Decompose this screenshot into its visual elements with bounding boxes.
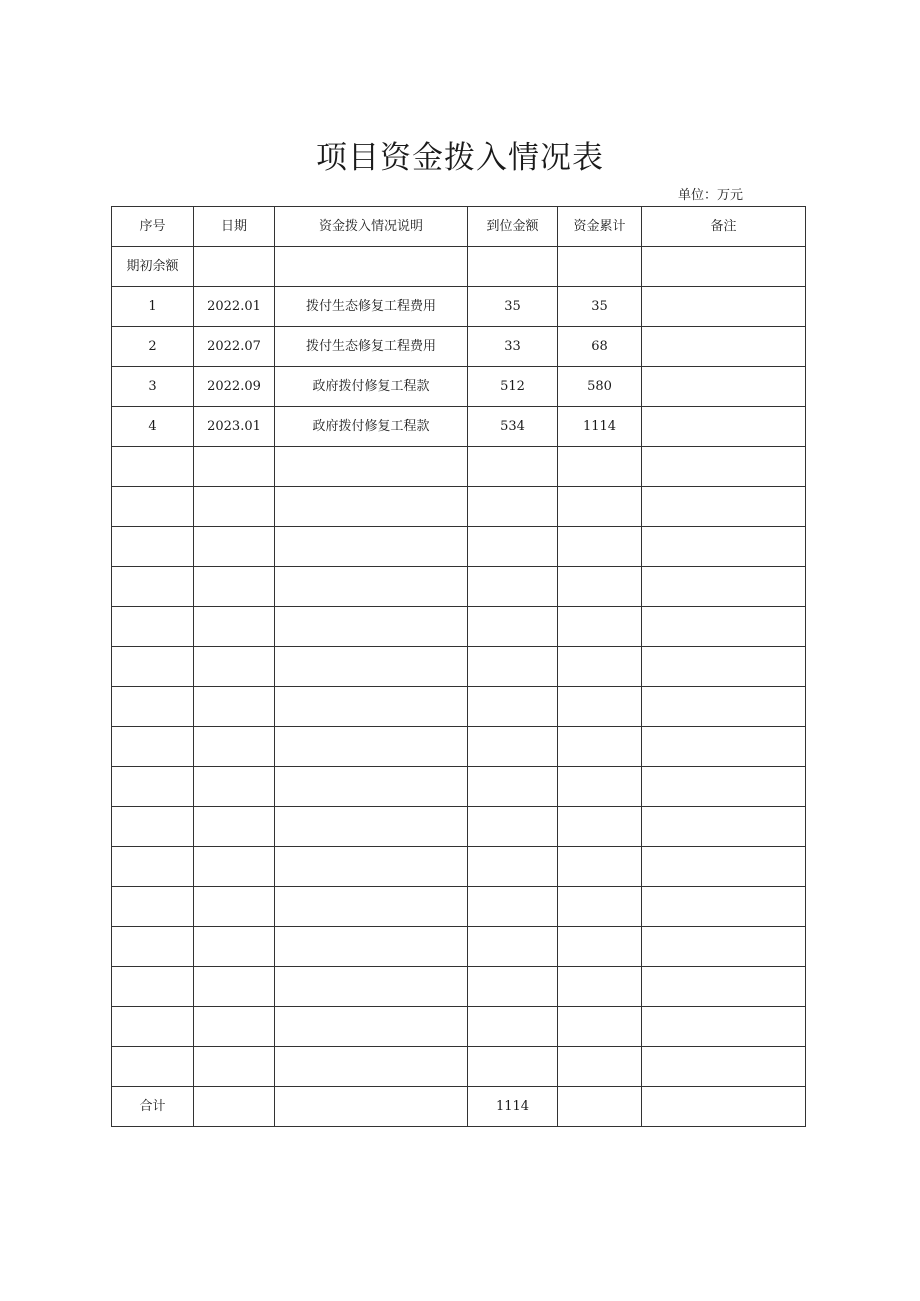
amount-cell — [468, 1047, 558, 1087]
description-cell — [275, 527, 468, 567]
cumulative-cell: 580 — [558, 367, 642, 407]
table-row — [112, 1047, 806, 1087]
date-cell — [194, 727, 275, 767]
remark-cell — [642, 1087, 806, 1127]
amount-cell: 35 — [468, 287, 558, 327]
date-cell — [194, 927, 275, 967]
remark-cell — [642, 847, 806, 887]
amount-cell — [468, 887, 558, 927]
cumulative-cell — [558, 847, 642, 887]
cumulative-cell — [558, 247, 642, 287]
index-cell — [112, 887, 194, 927]
remark-cell — [642, 367, 806, 407]
date-cell — [194, 447, 275, 487]
remark-cell — [642, 767, 806, 807]
index-cell: 期初余额 — [112, 247, 194, 287]
date-cell — [194, 687, 275, 727]
remark-cell — [642, 1047, 806, 1087]
date-cell — [194, 647, 275, 687]
amount-cell — [468, 487, 558, 527]
amount-cell — [468, 967, 558, 1007]
description-cell — [275, 807, 468, 847]
cumulative-cell — [558, 767, 642, 807]
amount-cell — [468, 1007, 558, 1047]
cumulative-cell — [558, 527, 642, 567]
description-cell: 拨付生态修复工程费用 — [275, 287, 468, 327]
description-cell — [275, 887, 468, 927]
index-cell — [112, 647, 194, 687]
description-cell — [275, 607, 468, 647]
description-cell: 资金拨入情况说明 — [275, 207, 468, 247]
table-row — [112, 807, 806, 847]
table-row — [112, 927, 806, 967]
description-cell — [275, 967, 468, 1007]
amount-cell: 到位金额 — [468, 207, 558, 247]
cumulative-cell — [558, 687, 642, 727]
index-cell — [112, 847, 194, 887]
cumulative-cell — [558, 807, 642, 847]
remark-cell — [642, 287, 806, 327]
amount-cell: 512 — [468, 367, 558, 407]
index-cell — [112, 807, 194, 847]
date-cell — [194, 247, 275, 287]
description-cell — [275, 847, 468, 887]
description-cell — [275, 927, 468, 967]
cumulative-cell — [558, 1047, 642, 1087]
remark-cell — [642, 327, 806, 367]
remark-cell — [642, 247, 806, 287]
cumulative-cell — [558, 887, 642, 927]
page-title: 项目资金拨入情况表 — [316, 140, 604, 176]
index-cell — [112, 607, 194, 647]
remark-cell — [642, 887, 806, 927]
table-row — [112, 1007, 806, 1047]
description-cell — [275, 567, 468, 607]
table-row — [112, 287, 806, 327]
table-row — [112, 327, 806, 367]
date-cell — [194, 527, 275, 567]
table-row — [112, 487, 806, 527]
table-row — [112, 367, 806, 407]
cumulative-cell — [558, 607, 642, 647]
date-cell — [194, 807, 275, 847]
index-cell: 1 — [112, 287, 194, 327]
remark-cell — [642, 567, 806, 607]
cumulative-cell — [558, 927, 642, 967]
date-cell: 日期 — [194, 207, 275, 247]
description-cell — [275, 767, 468, 807]
index-cell — [112, 527, 194, 567]
description-cell: 政府拨付修复工程款 — [275, 367, 468, 407]
table-row — [112, 687, 806, 727]
remark-cell — [642, 487, 806, 527]
index-cell — [112, 567, 194, 607]
cumulative-cell: 68 — [558, 327, 642, 367]
date-cell — [194, 767, 275, 807]
index-cell: 序号 — [112, 207, 194, 247]
date-cell — [194, 487, 275, 527]
remark-cell — [642, 687, 806, 727]
header-row — [112, 207, 806, 247]
opening-balance-row — [112, 247, 806, 287]
table-row — [112, 567, 806, 607]
description-cell — [275, 687, 468, 727]
table-row — [112, 847, 806, 887]
index-cell — [112, 1047, 194, 1087]
cumulative-cell — [558, 967, 642, 1007]
remark-cell: 备注 — [642, 207, 806, 247]
cumulative-cell — [558, 647, 642, 687]
amount-cell: 1114 — [468, 1087, 558, 1127]
remark-cell — [642, 407, 806, 447]
remark-cell — [642, 927, 806, 967]
index-cell — [112, 727, 194, 767]
amount-cell: 33 — [468, 327, 558, 367]
cumulative-cell: 1114 — [558, 407, 642, 447]
remark-cell — [642, 1007, 806, 1047]
index-cell — [112, 927, 194, 967]
cumulative-cell — [558, 487, 642, 527]
amount-cell — [468, 527, 558, 567]
date-cell: 2022.09 — [194, 367, 275, 407]
fund-allocation-table — [111, 206, 806, 1127]
table-row — [112, 967, 806, 1007]
amount-cell — [468, 647, 558, 687]
table-row — [112, 607, 806, 647]
remark-cell — [642, 647, 806, 687]
date-cell — [194, 967, 275, 1007]
amount-cell — [468, 847, 558, 887]
index-cell — [112, 967, 194, 1007]
amount-cell — [468, 807, 558, 847]
date-cell — [194, 567, 275, 607]
remark-cell — [642, 967, 806, 1007]
unit-label: 单位：万元 — [678, 188, 744, 203]
description-cell: 政府拨付修复工程款 — [275, 407, 468, 447]
date-cell: 2023.01 — [194, 407, 275, 447]
amount-cell — [468, 687, 558, 727]
remark-cell — [642, 727, 806, 767]
index-cell: 2 — [112, 327, 194, 367]
table-row — [112, 767, 806, 807]
amount-cell — [468, 447, 558, 487]
index-cell — [112, 767, 194, 807]
table-row — [112, 727, 806, 767]
description-cell — [275, 1087, 468, 1127]
remark-cell — [642, 807, 806, 847]
date-cell: 2022.07 — [194, 327, 275, 367]
index-cell: 3 — [112, 367, 194, 407]
index-cell — [112, 447, 194, 487]
description-cell — [275, 727, 468, 767]
cumulative-cell — [558, 1087, 642, 1127]
remark-cell — [642, 447, 806, 487]
remark-cell — [642, 527, 806, 567]
amount-cell: 534 — [468, 407, 558, 447]
date-cell — [194, 607, 275, 647]
date-cell — [194, 1007, 275, 1047]
description-cell — [275, 647, 468, 687]
amount-cell — [468, 567, 558, 607]
table-row — [112, 647, 806, 687]
table-row — [112, 527, 806, 567]
cumulative-cell — [558, 567, 642, 607]
index-cell: 合计 — [112, 1087, 194, 1127]
date-cell — [194, 1087, 275, 1127]
description-cell: 拨付生态修复工程费用 — [275, 327, 468, 367]
amount-cell — [468, 727, 558, 767]
cumulative-cell — [558, 447, 642, 487]
description-cell — [275, 447, 468, 487]
index-cell: 4 — [112, 407, 194, 447]
date-cell: 2022.01 — [194, 287, 275, 327]
date-cell — [194, 887, 275, 927]
table-body — [112, 207, 806, 1127]
cumulative-cell — [558, 727, 642, 767]
index-cell — [112, 487, 194, 527]
amount-cell — [468, 247, 558, 287]
amount-cell — [468, 607, 558, 647]
table-row — [112, 407, 806, 447]
date-cell — [194, 847, 275, 887]
description-cell — [275, 487, 468, 527]
amount-cell — [468, 767, 558, 807]
index-cell — [112, 687, 194, 727]
amount-cell — [468, 927, 558, 967]
cumulative-cell: 35 — [558, 287, 642, 327]
index-cell — [112, 1007, 194, 1047]
cumulative-cell: 资金累计 — [558, 207, 642, 247]
table-row — [112, 887, 806, 927]
remark-cell — [642, 607, 806, 647]
description-cell — [275, 1047, 468, 1087]
date-cell — [194, 1047, 275, 1087]
description-cell — [275, 247, 468, 287]
cumulative-cell — [558, 1007, 642, 1047]
table-row — [112, 447, 806, 487]
total-row — [112, 1087, 806, 1127]
description-cell — [275, 1007, 468, 1047]
